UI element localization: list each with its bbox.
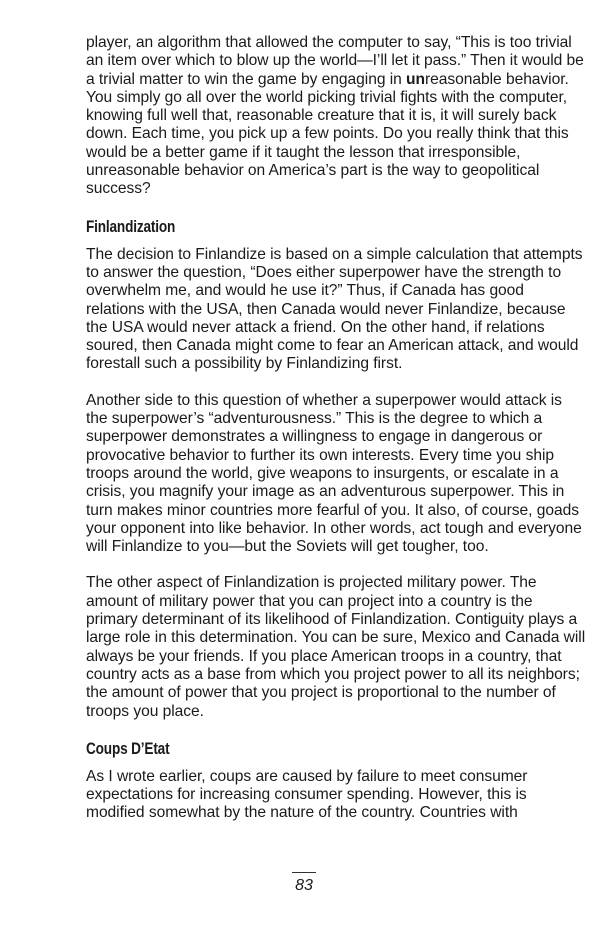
paragraph-4: The other aspect of Finlandization is projected military power. The amount of military power that you can project into a country is the primary determinant of its likelihood of Finlandization. Contiguity plays a large role in this determination. You can be sure, Mexico and Canada will always be your friends. If you place American troops in a country, that country acts as a base from which you project power to all its neighbors; the amount of power that you project is proportional to the number of troops you place. <box>86 574 586 720</box>
paragraph-2: The decision to Finlandize is based on a simple calculation that attempts to answer the question, “Does either superpower have the strength to overwhelm me, and would he use it?” Thus, if Canada has good relations with the USA, then Canada would never Finlandize, because the USA would never attack a friend. On the other hand, if relations soured, then Canada might come to fear an American attack, and would forestall such a possibility by Finlandizing first. <box>86 245 583 373</box>
paragraph-1-emphasis: un <box>406 70 425 88</box>
paragraph-5: As I wrote earlier, coups are caused by failure to meet consumer expectations for increasing consumer spending. However, this is modified somewhat by the nature of the country. Countries with <box>86 767 528 822</box>
footer-rule <box>292 872 316 873</box>
paragraph-1-after: reasonable behavior. You simply go all over the world picking trivial fights with the computer, knowing full well that, reasonable creature that it is, it will surely back down. Each time, you pick up a few points. Do you really think that this would be a better game if it taught the lesson that irresponsible, unreasonable behavior on America’s part is the way to geopolitical success? <box>86 70 569 198</box>
heading-coups-detat: Coups D’Etat <box>86 738 170 758</box>
paragraph-3: Another side to this question of whether a superpower would attack is the superpower’s “adventurousness.” This is the degree to which a superpower demonstrates a willingness to engage in dangerous or provocative behavior to further its own interests. Every time you ship troops around the world, give weapons to insurgents, or escalate in a crisis, you magnify your image as an adventurous superpower. This in turn makes minor countries more fearful of you. It also, of course, goads your opponent into like behavior. In other words, act tough and everyone will Finlandize to you—but the Soviets will get tougher, too. <box>86 391 582 556</box>
page-footer <box>0 872 608 895</box>
page-body <box>86 34 586 823</box>
page-number: 83 <box>295 877 313 894</box>
heading-finlandization: Finlandization <box>86 216 176 236</box>
paragraph-1-before: player, an algorithm that allowed the computer to say, “This is too trivial an item over which to blow up the world—I’ll let it pass.” Then it would be a trivial matter to win the game by engaging in <box>86 34 584 88</box>
paragraph-1 <box>86 34 586 199</box>
